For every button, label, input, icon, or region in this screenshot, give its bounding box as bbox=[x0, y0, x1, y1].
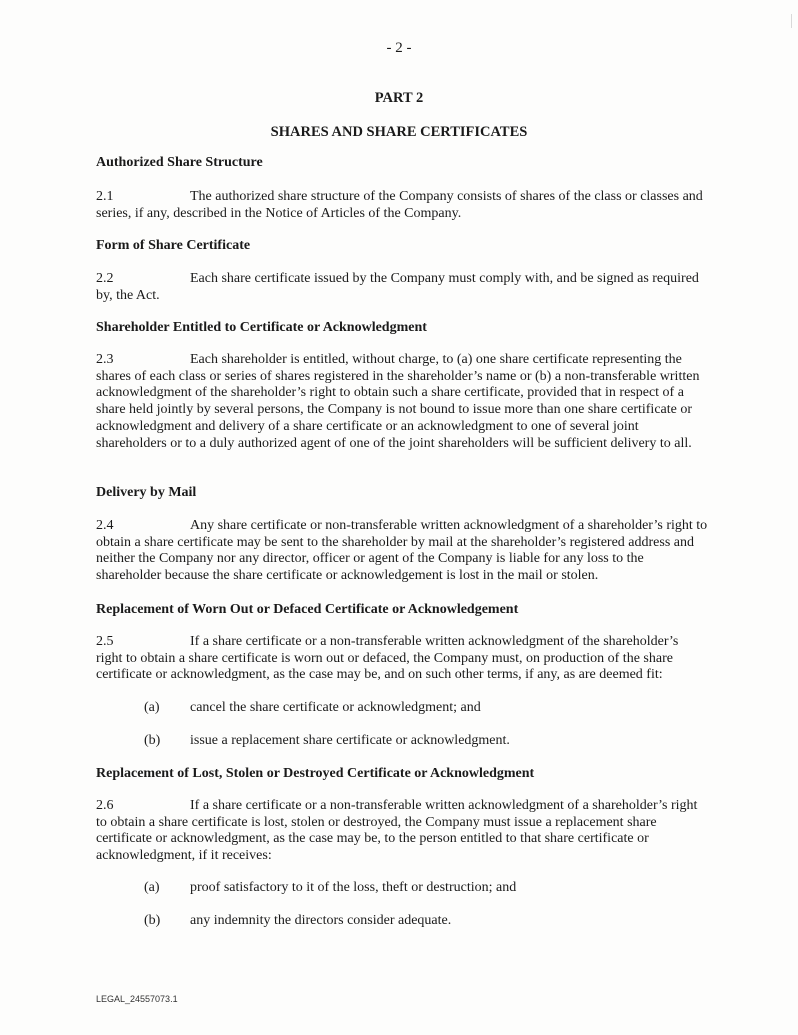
list-item-label: (b) bbox=[144, 733, 161, 748]
section-text: Any share certificate or non-transferable written acknowledgment of a shareholder’s right to obtain a share certificate may be sent to the shareholder by mail at the shareholder’s registered address and neither the Company nor any director, officer or agent of the Company is liable for any loss to the shareholder because the share certificate or acknowledgement is lost in the mail or stolen. bbox=[96, 518, 708, 584]
part-subtitle: SHARES AND SHARE CERTIFICATES bbox=[270, 124, 528, 140]
section-text: If a share certificate or a non-transferable written acknowledgment of the shareholder’s right to obtain a share certificate is worn out or defaced, the Company must, on production of the share certificate or acknowledgment, as the case may be, and on such other terms, if any, as are deemed fit: bbox=[96, 634, 679, 683]
list-item-text: cancel the share certificate or acknowledgment; and bbox=[190, 700, 481, 715]
section-text: Each shareholder is entitled, without charge, to (a) one share certificate representing the shares of each class or series of shares registered in the shareholder’s name or (b) a non-transferable written acknowledgment of the shareholder’s right to obtain such a share certificate, provided that in respect of a share held jointly by several persons, the Company is not bound to issue more than one share certificate or acknowledgment and delivery of a share certificate or an acknowledgment to one of several joint shareholders or to a duly authorized agent of one of the joint shareholders will be sufficient delivery to all. bbox=[96, 352, 700, 451]
scan-artifact bbox=[791, 14, 792, 28]
section-text: If a share certificate or a non-transferable written acknowledgment of a shareholder’s right to obtain a share certificate is lost, stolen or destroyed, the Company must issue a replacement share certificate or acknowledgment, as the case may be, to the person entitled to that share certificate or acknowledgment, if it receives: bbox=[96, 798, 698, 864]
section-paragraph bbox=[96, 798, 708, 865]
section-number: 2.2 bbox=[96, 271, 114, 286]
section-paragraph bbox=[96, 518, 708, 585]
section-heading: Replacement of Lost, Stolen or Destroyed Certificate or Acknowledgment bbox=[96, 766, 535, 781]
list-item-text: proof satisfactory to it of the loss, theft or destruction; and bbox=[190, 880, 517, 895]
list-item-label: (b) bbox=[144, 913, 161, 928]
section-text: The authorized share structure of the Company consists of shares of the class or classes and series, if any, described in the Notice of Articles of the Company. bbox=[96, 189, 703, 221]
list-item-text: issue a replacement share certificate or acknowledgment. bbox=[190, 733, 510, 748]
section-number: 2.6 bbox=[96, 798, 114, 813]
section-number: 2.1 bbox=[96, 189, 114, 204]
list-item-text: any indemnity the directors consider adequate. bbox=[190, 913, 452, 928]
section-number: 2.4 bbox=[96, 518, 114, 533]
part-title: PART 2 bbox=[374, 90, 424, 106]
section-paragraph bbox=[96, 352, 708, 452]
section-heading: Shareholder Entitled to Certificate or Acknowledgment bbox=[96, 320, 427, 335]
section-heading: Replacement of Worn Out or Defaced Certificate or Acknowledgement bbox=[96, 602, 519, 617]
section-paragraph bbox=[96, 189, 708, 222]
section-number: 2.3 bbox=[96, 352, 114, 367]
section-heading: Form of Share Certificate bbox=[96, 238, 251, 253]
section-paragraph bbox=[96, 271, 708, 304]
list-item-label: (a) bbox=[144, 700, 160, 715]
section-heading: Authorized Share Structure bbox=[96, 155, 263, 170]
section-text: Each share certificate issued by the Company must comply with, and be signed as required by, the Act. bbox=[96, 271, 699, 303]
section-number: 2.5 bbox=[96, 634, 114, 649]
page-number: - 2 - bbox=[386, 40, 412, 56]
section-paragraph bbox=[96, 634, 708, 684]
section-heading: Delivery by Mail bbox=[96, 485, 197, 500]
document-id-footer: LEGAL_24557073.1 bbox=[96, 994, 178, 1004]
list-item-label: (a) bbox=[144, 880, 160, 895]
